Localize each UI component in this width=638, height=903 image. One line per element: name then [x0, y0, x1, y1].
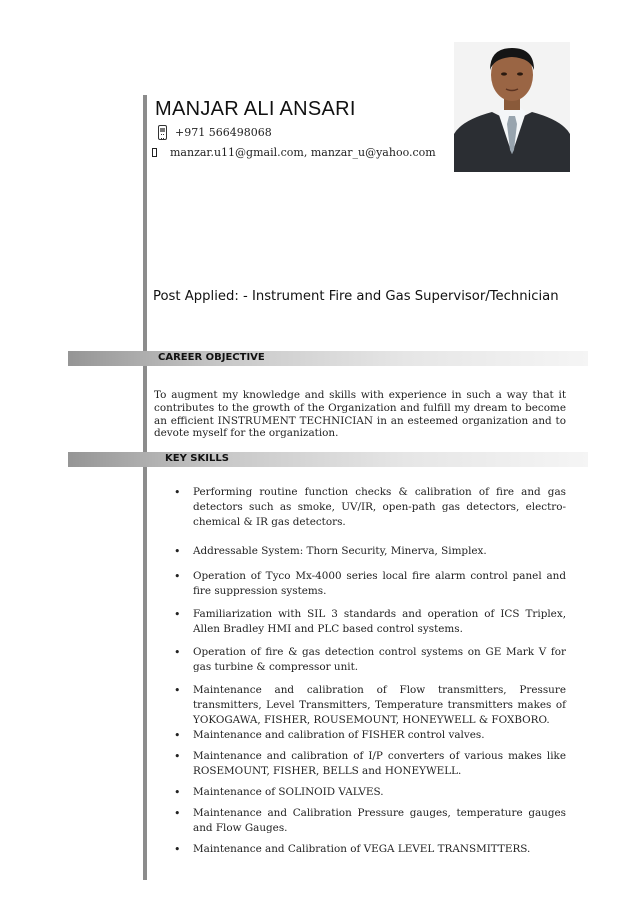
career-objective-header	[68, 351, 588, 366]
section-title: KEY SKILLS	[165, 453, 229, 464]
email-addresses: manzar.u11@gmail.com, manzar_u@yahoo.com	[170, 146, 436, 159]
phone-row	[158, 125, 272, 140]
key-skills-list	[193, 485, 566, 857]
skill-item: • Maintenance and calibration of FISHER control valves.	[193, 728, 566, 743]
skill-item: • Maintenance and calibration of I/P converters of various makes like ROSEMOUNT, FISHER, BELLS and HONEYWELL.	[193, 749, 566, 779]
skill-item: • Performing routine function checks & calibration of fire and gas detectors such as smoke, UV/IR, open-path gas detectors, electro-chemical & IR gas detectors.	[193, 485, 566, 530]
section-title: CAREER OBJECTIVE	[158, 352, 265, 363]
skill-item: • Addressable System: Thorn Security, Minerva, Simplex.	[193, 544, 566, 559]
skill-item: • Operation of Tyco Mx-4000 series local fire alarm control panel and fire suppression systems.	[193, 569, 566, 599]
skill-item: • Maintenance of SOLINOID VALVES.	[193, 785, 566, 800]
profile-photo-image	[454, 42, 570, 172]
left-vertical-rule	[143, 95, 147, 880]
email-icon	[152, 148, 157, 157]
mobile-phone-icon	[158, 125, 167, 140]
email-row	[152, 146, 436, 159]
phone-number: +971 566498068	[175, 126, 272, 139]
skill-item: • Maintenance and Calibration of VEGA LEVEL TRANSMITTERS.	[193, 842, 566, 857]
skill-item: • Operation of fire & gas detection control systems on GE Mark V for gas turbine & compressor unit.	[193, 645, 566, 675]
candidate-name: MANJAR ALI ANSARI	[155, 98, 356, 120]
key-skills-header	[68, 452, 588, 467]
career-objective-text: To augment my knowledge and skills with experience in such a way that it contributes to the growth of the Organization and fulfill my dream to become an efficient INSTRUMENT TECHNICIAN in an esteemed organization and to devote myself for the organization.	[154, 389, 566, 440]
post-applied: Post Applied: - Instrument Fire and Gas Supervisor/Technician	[153, 289, 559, 304]
skill-item: • Maintenance and Calibration Pressure gauges, temperature gauges and Flow Gauges.	[193, 806, 566, 836]
skill-item: • Maintenance and calibration of Flow transmitters, Pressure transmitters, Level Transmitters, Temperature transmitters makes of YOKOGAWA, FISHER, ROUSEMOUNT, HONEYWELL & FOXBORO.	[193, 683, 566, 728]
skill-item: • Familiarization with SIL 3 standards and operation of ICS Triplex, Allen Bradley HMI and PLC based control systems.	[193, 607, 566, 637]
profile-photo	[454, 42, 570, 172]
